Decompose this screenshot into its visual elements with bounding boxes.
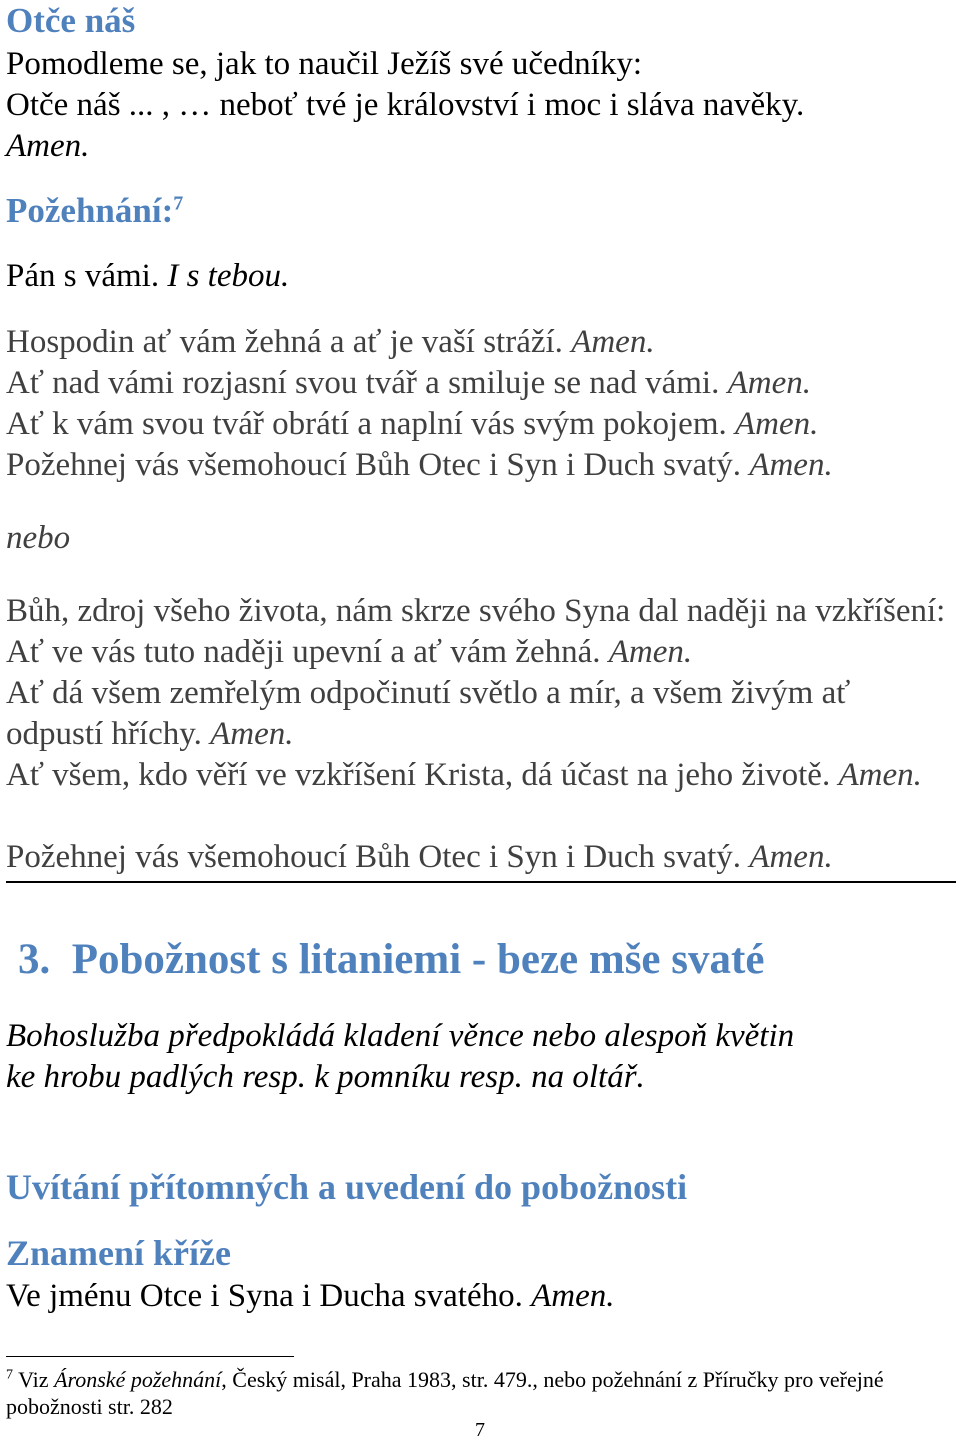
blessing-text: Požehnej vás všemohoucí Bůh Otec i Syn i Duch svatý.	[6, 447, 742, 483]
amen: Amen.	[531, 1278, 615, 1314]
prayer-intro: Pomodleme se, jak to naučil Ježíš své učedníky:	[6, 46, 643, 82]
blessing-text: Hospodin ať vám žehná a ať je vaší stráží.	[6, 324, 563, 360]
greeting-line	[6, 256, 952, 297]
footnote	[6, 1366, 952, 1420]
footnote-part2: , Český misál, Praha 1983, str. 479., nebo požehnání z Příručky pro veřejné pobožnosti str. 282	[6, 1367, 884, 1419]
amen: Amen.	[571, 324, 655, 360]
chapter-heading	[18, 934, 952, 986]
amen: Amen.	[210, 716, 294, 752]
blessing-text: Ať všem, kdo věří ve vzkříšení Krista, dá účast na jeho životě.	[6, 757, 831, 793]
section-divider	[6, 881, 956, 883]
blessing-text: Bůh, zdroj všeho života, nám skrze svého Syna dal naději na vzkříšení: Ať ve vás tuto naději upevní a ať vám žehná.	[6, 593, 946, 670]
alt-blessing-1	[6, 591, 952, 673]
blessing-line-1	[6, 322, 952, 363]
amen: Amen.	[749, 447, 833, 483]
blessing-text: Požehnej vás všemohoucí Bůh Otec i Syn i Duch svatý.	[6, 839, 742, 875]
amen: Amen.	[838, 757, 922, 793]
chapter-title: Pobožnost s litaniemi - beze mše svaté	[71, 936, 765, 983]
chapter-number: 3.	[18, 936, 51, 983]
amen: Amen.	[608, 634, 693, 670]
blessing-line-3	[6, 404, 952, 445]
sign-of-cross-text: Ve jménu Otce i Syna i Ducha svatého.	[6, 1278, 523, 1314]
response: I s tebou.	[167, 258, 290, 294]
heading-otce-nas: Otče náš	[6, 1, 136, 40]
footnote-part1: Viz	[18, 1367, 55, 1392]
heading-uvitani: Uvítání přítomných a uvedení do pobožnosti	[6, 1167, 688, 1207]
footnote-italic: Áronské požehnání	[54, 1367, 222, 1392]
heading-pozehnani	[6, 190, 952, 231]
chapter-intro-1: Bohoslužba předpokládá kladení věnce nebo alespoň květin	[6, 1018, 795, 1054]
greeting: Pán s vámi.	[6, 258, 160, 294]
prayer-line: Otče náš ... , … neboť tvé je království i moc i sláva navěky.	[6, 87, 805, 123]
blessing-text: Ať nad vámi rozjasní svou tvář a smiluje se nad vámi.	[6, 365, 720, 401]
footnote-number: 7	[6, 1367, 13, 1383]
amen: Amen.	[727, 365, 811, 401]
page-number: 7	[475, 1419, 485, 1441]
blessing-line-2	[6, 363, 952, 404]
alt-blessing-4	[6, 837, 952, 878]
alt-blessing-2	[6, 673, 952, 755]
nebo: nebo	[6, 520, 71, 556]
amen: Amen.	[749, 839, 833, 875]
heading-znameni: Znamení kříže	[6, 1233, 231, 1273]
blessing-text: Ať k vám svou tvář obrátí a naplní vás svým pokojem.	[6, 406, 727, 442]
prayer-amen: Amen.	[6, 128, 90, 164]
alt-blessing-3	[6, 755, 952, 796]
blessing-line-4	[6, 445, 952, 486]
footnote-rule	[6, 1356, 294, 1357]
sign-of-cross-line	[6, 1276, 952, 1317]
chapter-intro-2: ke hrobu padlých resp. k pomníku resp. na oltář.	[6, 1059, 645, 1095]
amen: Amen.	[734, 406, 819, 442]
heading-pozehnani-text: Požehnání:	[6, 191, 174, 230]
footnote-ref: 7	[173, 192, 184, 215]
blessing-text: Ať dá všem zemřelým odpočinutí světlo a mír, a všem živým ať odpustí hříchy.	[6, 675, 851, 752]
